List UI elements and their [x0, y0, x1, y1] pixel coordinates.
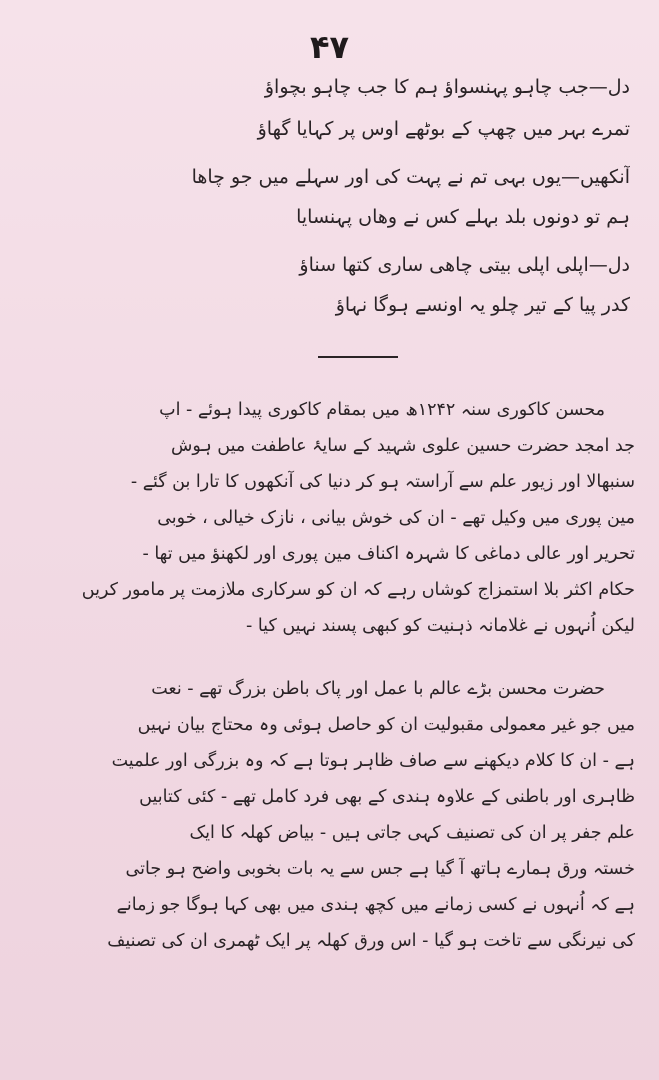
text-line: علم جفر پر ان کی تصنیف کہی جاتی ہیں - بیاض کھلہ کا ایک: [189, 823, 635, 843]
page-number: ۴۷: [309, 28, 350, 66]
poem-line: آنکھیں—یوں بہی تم نے پہت کی اور سہلے میں جو چاھا: [191, 166, 630, 188]
text-line: لیکن اُنہوں نے غلامانہ ذہنیت کو کبھی پسند نہیں کیا -: [245, 616, 635, 636]
poem-line: ہم تو دونوں بلد بہلے کس نے وھاں پہنسایا: [296, 206, 630, 228]
text-line: سنبھالا اور زیور علم سے آراستہ ہو کر دنیا کی آنکھوں کا تارا بن گئے -: [130, 472, 635, 492]
text-line: جد امجد حضرت حسین علوی شہید کے سایۂ عاطفت میں ہوش: [171, 436, 635, 456]
text-line: ظاہری اور باطنی کے علاوہ ہندی کے بھی فرد کامل تھے - کئی کتابیں: [139, 787, 635, 807]
text-line: میں جو غیر معمولی مقبولیت ان کو حاصل ہوئی وہ محتاج بیان نہیں: [137, 715, 635, 735]
text-line: حکام اکثر بلا استمزاج کوشاں رہے کہ ان کو سرکاری ملازمت پر مامور کریں: [81, 580, 635, 600]
poem-line: تمرے بہر میں چھپ کے بوٹھے اوس پر کہایا گھاؤ: [257, 118, 630, 140]
text-line: خستہ ورق ہمارے ہاتھ آ گیا ہے جس سے یہ بات بخوبی واضح ہو جاتی: [125, 859, 635, 879]
text-line: ہے - ان کا کلام دیکھنے سے صاف ظاہر ہوتا ہے کہ وہ بزرگی اور علمیت: [111, 751, 635, 771]
text-line: حضرت محسن بڑے عالم با عمل اور پاک باطن بزرگ تھے - نعت: [151, 679, 605, 699]
text-line: تحریر اور عالی دماغی کا شہرہ اکناف مین پوری اور لکھنؤ میں تھا -: [142, 544, 635, 564]
poem-line: کدر پیا کے تیر چلو یہ اونسے ہوگا نہاؤ: [335, 294, 630, 316]
text-line: مین پوری میں وکیل تھے - ان کی خوش بیانی ، نازک خیالی ، خوبی: [157, 508, 635, 528]
text-line: کی نیرنگی سے تاخت ہو گیا - اس ورق کھلہ پر ایک ٹھمری ان کی تصنیف: [107, 931, 635, 951]
poem-line: دل—جب چاہو پہنسواؤ ہم کا جب چاہو بچواؤ: [264, 76, 630, 98]
section-divider: [318, 356, 398, 358]
text-line: ہے کہ اُنہوں نے کسی زمانے میں کچھ ہندی میں بھی کہا ہوگا جو زمانے: [116, 895, 635, 915]
poem-line: دل—اپلی اپلی بیتی چاھی ساری کتھا سناؤ: [299, 254, 630, 276]
text-line: محسن کاکوری سنہ ۱۲۴۲ھ میں بمقام کاکوری پیدا ہوئے - اپ: [159, 400, 605, 420]
